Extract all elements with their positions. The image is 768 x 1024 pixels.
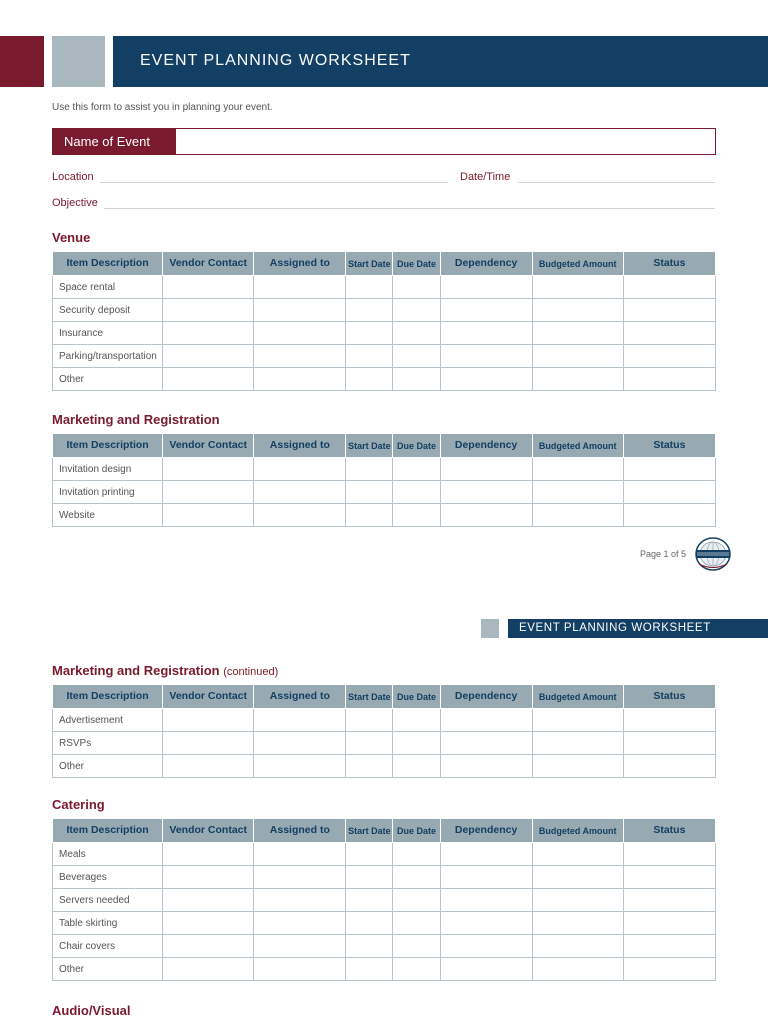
column-header-vendor-contact: Vendor Contact (163, 685, 254, 709)
section-title-marketing-continued (52, 663, 278, 678)
start-date-cell[interactable] (346, 866, 393, 889)
vendor-contact-cell[interactable] (163, 732, 254, 755)
status-cell[interactable] (623, 276, 715, 299)
vendor-contact-cell[interactable] (163, 889, 254, 912)
start-date-cell[interactable] (346, 755, 393, 778)
start-date-cell[interactable] (346, 958, 393, 981)
budgeted-amount-cell[interactable] (532, 504, 623, 527)
item-description-cell: Table skirting (53, 912, 163, 935)
status-cell[interactable] (623, 843, 715, 866)
name-of-event-label: Name of Event (53, 129, 176, 154)
due-date-cell[interactable] (393, 345, 440, 368)
column-header-start-date: Start Date (346, 685, 393, 709)
objective-label: Objective (52, 197, 98, 209)
column-header-budgeted-amount: Budgeted Amount (532, 434, 623, 458)
budgeted-amount-cell[interactable] (532, 322, 623, 345)
status-cell[interactable] (623, 732, 715, 755)
location-field[interactable] (100, 182, 448, 183)
item-description-cell: RSVPs (53, 732, 163, 755)
column-header-status: Status (623, 685, 715, 709)
due-date-cell[interactable] (393, 732, 440, 755)
dependency-cell[interactable] (440, 958, 532, 981)
table-header-row (53, 819, 716, 843)
budgeted-amount-cell[interactable] (532, 276, 623, 299)
column-header-due-date: Due Date (393, 819, 440, 843)
column-header-item-description: Item Description (53, 252, 163, 276)
venue-table (52, 251, 716, 391)
assigned-to-cell[interactable] (254, 889, 346, 912)
table-row (53, 504, 716, 527)
start-date-cell[interactable] (346, 458, 393, 481)
assigned-to-cell[interactable] (254, 912, 346, 935)
intro-text: Use this form to assist you in planning your event. (52, 102, 273, 113)
section-title-venue: Venue (52, 230, 91, 245)
column-header-dependency: Dependency (440, 434, 532, 458)
budgeted-amount-cell[interactable] (532, 732, 623, 755)
column-header-assigned-to: Assigned to (254, 685, 346, 709)
section-title-catering: Catering (52, 797, 105, 812)
due-date-cell[interactable] (393, 481, 440, 504)
section-subtitle: (continued) (223, 666, 279, 678)
status-cell[interactable] (623, 866, 715, 889)
due-date-cell[interactable] (393, 889, 440, 912)
toastmasters-logo-icon (694, 536, 732, 572)
assigned-to-cell[interactable] (254, 709, 346, 732)
item-description-cell: Space rental (53, 276, 163, 299)
status-cell[interactable] (623, 709, 715, 732)
table-header-row (53, 434, 716, 458)
assigned-to-cell[interactable] (254, 732, 346, 755)
start-date-cell[interactable] (346, 935, 393, 958)
start-date-cell[interactable] (346, 322, 393, 345)
assigned-to-cell[interactable] (254, 481, 346, 504)
dependency-cell[interactable] (440, 322, 532, 345)
table-row (53, 755, 716, 778)
column-header-assigned-to: Assigned to (254, 434, 346, 458)
status-cell[interactable] (623, 755, 715, 778)
budgeted-amount-cell[interactable] (532, 912, 623, 935)
objective-field[interactable] (104, 208, 715, 209)
status-cell[interactable] (623, 299, 715, 322)
start-date-cell[interactable] (346, 889, 393, 912)
table-row (53, 368, 716, 391)
dependency-cell[interactable] (440, 481, 532, 504)
dependency-cell[interactable] (440, 866, 532, 889)
due-date-cell[interactable] (393, 935, 440, 958)
status-cell[interactable] (623, 935, 715, 958)
column-header-vendor-contact: Vendor Contact (163, 819, 254, 843)
vendor-contact-cell[interactable] (163, 912, 254, 935)
marketing-table (52, 433, 716, 527)
due-date-cell[interactable] (393, 368, 440, 391)
table-row (53, 843, 716, 866)
item-description-cell: Insurance (53, 322, 163, 345)
start-date-cell[interactable] (346, 732, 393, 755)
table-row (53, 458, 716, 481)
table-row (53, 299, 716, 322)
status-cell[interactable] (623, 481, 715, 504)
item-description-cell: Meals (53, 843, 163, 866)
item-description-cell: Invitation printing (53, 481, 163, 504)
table-row (53, 912, 716, 935)
dependency-cell[interactable] (440, 345, 532, 368)
column-header-status: Status (623, 252, 715, 276)
column-header-item-description: Item Description (53, 819, 163, 843)
header-accent-red (0, 36, 44, 87)
vendor-contact-cell[interactable] (163, 935, 254, 958)
due-date-cell[interactable] (393, 866, 440, 889)
dependency-cell[interactable] (440, 843, 532, 866)
table-header-row (53, 252, 716, 276)
column-header-assigned-to: Assigned to (254, 819, 346, 843)
column-header-vendor-contact: Vendor Contact (163, 434, 254, 458)
dependency-cell[interactable] (440, 889, 532, 912)
budgeted-amount-cell[interactable] (532, 481, 623, 504)
item-description-cell: Parking/transportation (53, 345, 163, 368)
table-row (53, 866, 716, 889)
vendor-contact-cell[interactable] (163, 345, 254, 368)
column-header-status: Status (623, 434, 715, 458)
start-date-cell[interactable] (346, 709, 393, 732)
budgeted-amount-cell[interactable] (532, 935, 623, 958)
dependency-cell[interactable] (440, 299, 532, 322)
header-accent-gray (52, 36, 105, 87)
assigned-to-cell[interactable] (254, 755, 346, 778)
column-header-dependency: Dependency (440, 685, 532, 709)
item-description-cell: Invitation design (53, 458, 163, 481)
vendor-contact-cell[interactable] (163, 958, 254, 981)
start-date-cell[interactable] (346, 299, 393, 322)
assigned-to-cell[interactable] (254, 276, 346, 299)
table-row (53, 276, 716, 299)
dependency-cell[interactable] (440, 504, 532, 527)
date-time-label: Date/Time (460, 171, 511, 183)
column-header-assigned-to: Assigned to (254, 252, 346, 276)
table-header-row (53, 685, 716, 709)
column-header-status: Status (623, 819, 715, 843)
budgeted-amount-cell[interactable] (532, 843, 623, 866)
status-cell[interactable] (623, 912, 715, 935)
item-description-cell: Other (53, 958, 163, 981)
start-date-cell[interactable] (346, 368, 393, 391)
column-header-budgeted-amount: Budgeted Amount (532, 252, 623, 276)
dependency-cell[interactable] (440, 276, 532, 299)
budgeted-amount-cell[interactable] (532, 368, 623, 391)
assigned-to-cell[interactable] (254, 368, 346, 391)
table-row (53, 322, 716, 345)
start-date-cell[interactable] (346, 912, 393, 935)
budgeted-amount-cell[interactable] (532, 345, 623, 368)
due-date-cell[interactable] (393, 843, 440, 866)
table-row (53, 889, 716, 912)
due-date-cell[interactable] (393, 276, 440, 299)
vendor-contact-cell[interactable] (163, 322, 254, 345)
item-description-cell: Servers needed (53, 889, 163, 912)
column-header-due-date: Due Date (393, 434, 440, 458)
budgeted-amount-cell[interactable] (532, 755, 623, 778)
table-row (53, 935, 716, 958)
page2-title: EVENT PLANNING WORKSHEET (519, 622, 711, 634)
assigned-to-cell[interactable] (254, 345, 346, 368)
budgeted-amount-cell[interactable] (532, 958, 623, 981)
status-cell[interactable] (623, 322, 715, 345)
assigned-to-cell[interactable] (254, 843, 346, 866)
due-date-cell[interactable] (393, 458, 440, 481)
budgeted-amount-cell[interactable] (532, 866, 623, 889)
column-header-item-description: Item Description (53, 434, 163, 458)
vendor-contact-cell[interactable] (163, 276, 254, 299)
header2-accent-gray (481, 619, 499, 638)
assigned-to-cell[interactable] (254, 935, 346, 958)
due-date-cell[interactable] (393, 755, 440, 778)
column-header-due-date: Due Date (393, 252, 440, 276)
page-number: Page 1 of 5 (640, 549, 687, 559)
vendor-contact-cell[interactable] (163, 843, 254, 866)
status-cell[interactable] (623, 504, 715, 527)
table-row (53, 709, 716, 732)
column-header-item-description: Item Description (53, 685, 163, 709)
start-date-cell[interactable] (346, 276, 393, 299)
budgeted-amount-cell[interactable] (532, 709, 623, 732)
assigned-to-cell[interactable] (254, 866, 346, 889)
vendor-contact-cell[interactable] (163, 755, 254, 778)
vendor-contact-cell[interactable] (163, 481, 254, 504)
dependency-cell[interactable] (440, 912, 532, 935)
item-description-cell: Other (53, 755, 163, 778)
column-header-start-date: Start Date (346, 434, 393, 458)
vendor-contact-cell[interactable] (163, 709, 254, 732)
item-description-cell: Website (53, 504, 163, 527)
budgeted-amount-cell[interactable] (532, 458, 623, 481)
column-header-budgeted-amount: Budgeted Amount (532, 819, 623, 843)
column-header-budgeted-amount: Budgeted Amount (532, 685, 623, 709)
table-row (53, 958, 716, 981)
dependency-cell[interactable] (440, 368, 532, 391)
vendor-contact-cell[interactable] (163, 458, 254, 481)
start-date-cell[interactable] (346, 345, 393, 368)
status-cell[interactable] (623, 889, 715, 912)
dependency-cell[interactable] (440, 935, 532, 958)
marketing-continued-table (52, 684, 716, 778)
item-description-cell: Beverages (53, 866, 163, 889)
item-description-cell: Other (53, 368, 163, 391)
assigned-to-cell[interactable] (254, 322, 346, 345)
assigned-to-cell[interactable] (254, 458, 346, 481)
item-description-cell: Advertisement (53, 709, 163, 732)
start-date-cell[interactable] (346, 843, 393, 866)
dependency-cell[interactable] (440, 709, 532, 732)
column-header-due-date: Due Date (393, 685, 440, 709)
status-cell[interactable] (623, 958, 715, 981)
section-title-marketing: Marketing and Registration (52, 412, 220, 427)
start-date-cell[interactable] (346, 504, 393, 527)
table-row (53, 732, 716, 755)
section-title-text: Marketing and Registration (52, 663, 220, 678)
start-date-cell[interactable] (346, 481, 393, 504)
assigned-to-cell[interactable] (254, 958, 346, 981)
vendor-contact-cell[interactable] (163, 299, 254, 322)
due-date-cell[interactable] (393, 299, 440, 322)
vendor-contact-cell[interactable] (163, 368, 254, 391)
dependency-cell[interactable] (440, 458, 532, 481)
column-header-start-date: Start Date (346, 252, 393, 276)
vendor-contact-cell[interactable] (163, 504, 254, 527)
budgeted-amount-cell[interactable] (532, 889, 623, 912)
item-description-cell: Security deposit (53, 299, 163, 322)
date-time-field[interactable] (518, 182, 715, 183)
section-title-audio-visual: Audio/Visual (52, 1003, 131, 1018)
column-header-vendor-contact: Vendor Contact (163, 252, 254, 276)
status-cell[interactable] (623, 458, 715, 481)
page-title: EVENT PLANNING WORKSHEET (140, 52, 411, 69)
assigned-to-cell[interactable] (254, 299, 346, 322)
column-header-dependency: Dependency (440, 819, 532, 843)
vendor-contact-cell[interactable] (163, 866, 254, 889)
catering-table (52, 818, 716, 981)
due-date-cell[interactable] (393, 709, 440, 732)
status-cell[interactable] (623, 345, 715, 368)
table-row (53, 345, 716, 368)
table-row (53, 481, 716, 504)
assigned-to-cell[interactable] (254, 504, 346, 527)
column-header-dependency: Dependency (440, 252, 532, 276)
status-cell[interactable] (623, 368, 715, 391)
due-date-cell[interactable] (393, 504, 440, 527)
budgeted-amount-cell[interactable] (532, 299, 623, 322)
due-date-cell[interactable] (393, 958, 440, 981)
item-description-cell: Chair covers (53, 935, 163, 958)
due-date-cell[interactable] (393, 322, 440, 345)
dependency-cell[interactable] (440, 755, 532, 778)
dependency-cell[interactable] (440, 732, 532, 755)
location-label: Location (52, 171, 94, 183)
name-of-event-field[interactable] (52, 128, 716, 155)
column-header-start-date: Start Date (346, 819, 393, 843)
due-date-cell[interactable] (393, 912, 440, 935)
